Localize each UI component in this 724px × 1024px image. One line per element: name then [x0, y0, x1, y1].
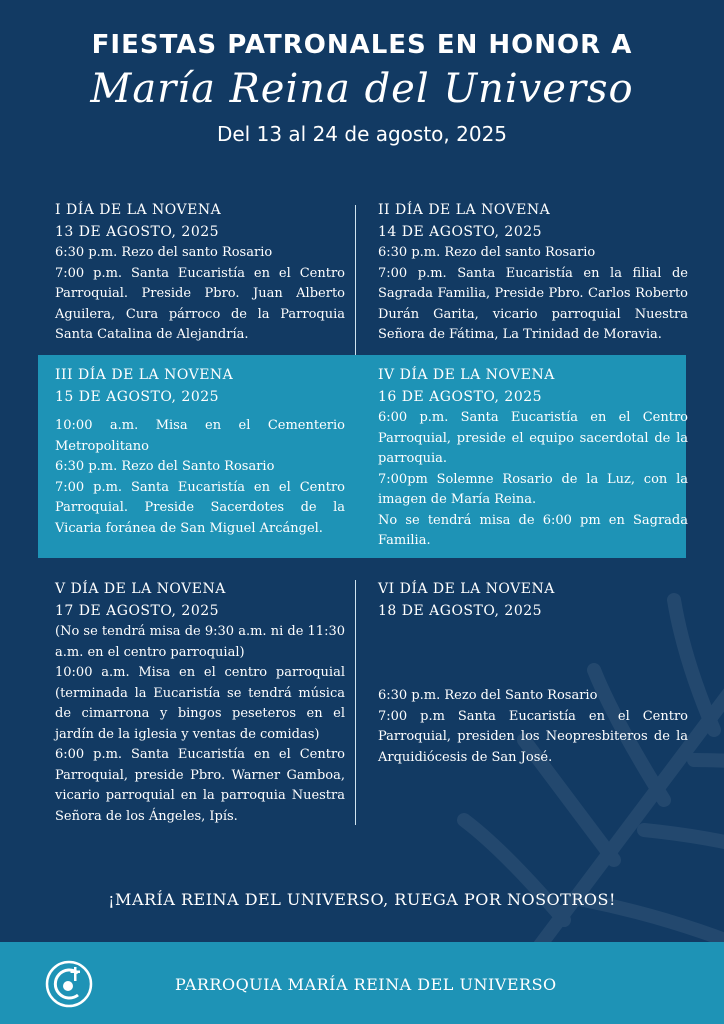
day-item: 7:00 p.m. Santa Eucaristía en la filial de Sagrada Familia, Preside Pbro. Carlos Roberto Durán Garita, vicario parroquial Nuestra Señora de Fátima, La Trinidad de Moravia.	[378, 265, 688, 342]
day-item: 7:00 p.m. Santa Eucaristía en el Centro Parroquial. Preside Sacerdotes de la Vicaria foránea de San Miguel Arcángel.	[55, 479, 345, 536]
title-script: María Reina del Universo	[90, 66, 634, 112]
day-item: 6:30 p.m. Rezo del Santo Rosario	[55, 459, 275, 474]
day-date: 15 DE AGOSTO, 2025	[55, 389, 220, 405]
day-title: VI DÍA DE LA NOVENA	[378, 581, 555, 597]
day-block-1	[55, 199, 345, 346]
day-title: V DÍA DE LA NOVENA	[55, 581, 226, 597]
parish-logo-icon	[44, 959, 94, 1009]
column-divider	[355, 580, 356, 825]
day-item: 6:30 p.m. Rezo del santo Rosario	[55, 245, 273, 260]
day-block-3	[55, 364, 345, 539]
day-date: 14 DE AGOSTO, 2025	[378, 224, 543, 240]
day-item: 10:00 a.m. Misa en el Cementerio Metropolitano	[55, 418, 345, 454]
day-title: I DÍA DE LA NOVENA	[55, 202, 222, 218]
day-item: 6:00 p.m. Santa Eucaristía en el Centro Parroquial, preside Pbro. Warner Gamboa, vicario parroquial en la parroquia Nuestra Señora de los Ángeles, Ipís.	[55, 747, 345, 824]
day-item: (No se tendrá misa de 9:30 a.m. ni de 11:30 a.m. en el centro parroquial)	[55, 624, 345, 660]
day-date: 13 DE AGOSTO, 2025	[55, 224, 220, 240]
day-title: III DÍA DE LA NOVENA	[55, 367, 234, 383]
header	[0, 30, 724, 146]
title-top: FIESTAS PATRONALES EN HONOR A	[91, 30, 633, 60]
footer	[0, 942, 724, 1024]
day-item: 6:30 p.m. Rezo del santo Rosario	[378, 245, 596, 260]
closing-prayer: ¡MARÍA REINA DEL UNIVERSO, RUEGA POR NOSOTROS!	[108, 890, 616, 909]
day-date: 17 DE AGOSTO, 2025	[55, 603, 220, 619]
day-block-2	[378, 199, 688, 346]
day-item: 7:00 p.m. Santa Eucaristía en el Centro Parroquial. Preside Pbro. Juan Alberto Aguilera, Cura párroco de la Parroquia Santa Catalina de Alejandría.	[55, 265, 345, 342]
day-title: II DÍA DE LA NOVENA	[378, 202, 551, 218]
column-divider	[355, 205, 356, 355]
day-item: 6:00 p.m. Santa Eucaristía en el Centro Parroquial, preside el equipo sacerdotal de la parroquia.	[378, 410, 688, 466]
day-item: 7:00 p.m Santa Eucaristía en el Centro Parroquial, presiden los Neopresbiteros de la Arquidiócesis de San José.	[378, 708, 688, 765]
day-item: No se tendrá misa de 6:00 pm en Sagrada Familia.	[378, 512, 688, 548]
day-item: 6:30 p.m. Rezo del Santo Rosario	[378, 688, 598, 703]
day-date: 18 DE AGOSTO, 2025	[378, 603, 543, 619]
day-item: 10:00 a.m. Misa en el centro parroquial (terminada la Eucaristía se tendrá música de cimarrona y bingos peseteros en el jardín de la iglesia y ventas de comidas)	[55, 665, 345, 742]
day-date: 16 DE AGOSTO, 2025	[378, 389, 543, 405]
day-item: 7:00pm Solemne Rosario de la Luz, con la imagen de María Reina.	[378, 471, 688, 507]
day-block-6	[378, 578, 688, 768]
day-block-5	[55, 578, 345, 827]
title-dates: Del 13 al 24 de agosto, 2025	[216, 122, 508, 146]
day-title: IV DÍA DE LA NOVENA	[378, 367, 555, 383]
day-block-4	[378, 364, 688, 552]
parish-name: PARROQUIA MARÍA REINA DEL UNIVERSO	[175, 975, 557, 994]
